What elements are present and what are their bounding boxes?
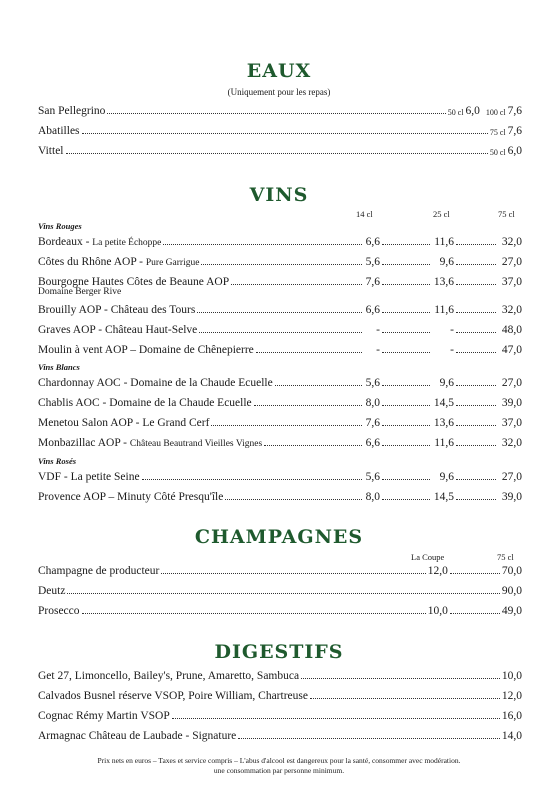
- digestif-row: [38, 727, 522, 742]
- price-75cl: 47,0: [501, 344, 522, 356]
- wine-name-main: Graves AOP - Château Haut-Selve: [38, 324, 198, 336]
- leader-dots: [67, 593, 499, 594]
- champagne-row: [38, 602, 522, 617]
- leader-dots: [382, 244, 430, 245]
- leader-dots: [211, 425, 362, 426]
- item-name: Abatilles: [38, 125, 80, 137]
- price-14cl: 6,6: [365, 437, 380, 449]
- leader-dots: [172, 718, 500, 719]
- wine-name: [38, 236, 161, 248]
- column-header: 75 cl: [497, 552, 514, 562]
- price-25cl: 14,5: [433, 491, 454, 503]
- wine-name-main: Brouilly AOP - Château des Tours: [38, 304, 196, 316]
- price-14cl: 5,6: [365, 256, 380, 268]
- leader-dots: [310, 698, 500, 699]
- wine-row: [38, 394, 522, 409]
- wine-name-main: Chardonnay AOC - Domaine de la Chaude Ecuelle: [38, 377, 273, 389]
- price-75cl: 49,0: [501, 605, 522, 617]
- unit-label: 50 cl: [489, 148, 506, 157]
- category-label-roses: Vins Rosés: [38, 456, 77, 466]
- price-75cl: 32,0: [501, 304, 522, 316]
- price-25cl: 9,6: [439, 471, 454, 483]
- price-14cl: -: [376, 344, 380, 356]
- price-75cl: 32,0: [501, 437, 522, 449]
- leader-dots: [238, 738, 500, 739]
- item-name: Prosecco: [38, 605, 80, 617]
- price-75cl: 27,0: [501, 256, 522, 268]
- wine-name-main: Provence AOP – Minuty Côté Presqu'île: [38, 491, 224, 503]
- eaux-row: [38, 142, 522, 157]
- price-25cl: 11,6: [434, 437, 454, 449]
- price-75cl: 70,0: [501, 565, 522, 577]
- wine-name: [38, 417, 209, 429]
- price-25cl: 13,6: [433, 417, 454, 429]
- wine-name-main: Côtes du Rhône AOP -: [38, 256, 146, 268]
- wine-name: [38, 491, 223, 503]
- price-75cl: 39,0: [501, 397, 522, 409]
- price: 7,6: [507, 105, 522, 117]
- wine-name: [38, 437, 262, 449]
- price-14cl: 7,6: [365, 417, 380, 429]
- leader-dots: [382, 499, 430, 500]
- wine-name-main: Moulin à vent AOP – Domaine de Chênepierre: [38, 344, 254, 356]
- category-label-rouges: Vins Rouges: [38, 221, 82, 231]
- digestif-row: [38, 687, 522, 702]
- price-25cl: -: [450, 344, 454, 356]
- column-header: 25 cl: [433, 209, 450, 219]
- price-coupe: 10,0: [427, 605, 448, 617]
- wine-name-detail: Pure Garrigue: [145, 258, 200, 268]
- column-header: La Coupe: [411, 552, 445, 562]
- leader-dots: [301, 678, 500, 679]
- wine-name-main: Monbazillac AOP -: [38, 437, 130, 449]
- leader-dots: [275, 385, 362, 386]
- item-name: Champagne de producteur: [38, 565, 160, 577]
- price-14cl: 6,6: [365, 304, 380, 316]
- wine-row: [38, 253, 522, 268]
- price-14cl: 5,6: [365, 471, 380, 483]
- leader-dots: [456, 445, 496, 446]
- column-header: 14 cl: [356, 209, 373, 219]
- price: 14,0: [501, 730, 522, 742]
- leader-dots: [382, 264, 430, 265]
- leader-dots: [456, 332, 496, 333]
- item-name: San Pellegrino: [38, 105, 106, 117]
- wine-name: [38, 397, 252, 409]
- leader-dots: [107, 113, 445, 114]
- wine-name-main: Bordeaux -: [38, 236, 93, 248]
- leader-dots: [382, 479, 430, 480]
- price-14cl: 6,6: [365, 236, 380, 248]
- price-75cl: 32,0: [501, 236, 522, 248]
- wine-name-detail: La petite Échoppe: [92, 238, 162, 248]
- leader-dots: [456, 385, 496, 386]
- section-title-digestifs: DIGESTIFS: [214, 641, 344, 663]
- leader-dots: [382, 445, 430, 446]
- unit-label: 100 cl: [485, 108, 506, 117]
- leader-dots: [382, 284, 430, 285]
- leader-dots: [456, 264, 496, 265]
- leader-dots: [382, 425, 430, 426]
- wine-name-main: VDF - La petite Seine: [38, 471, 140, 483]
- price-14cl: 8,0: [365, 491, 380, 503]
- wine-row: [38, 468, 522, 483]
- price-14cl: -: [376, 324, 380, 336]
- champagne-row: [38, 582, 522, 597]
- section-title-eaux: EAUX: [246, 60, 312, 82]
- item-name: Cognac Rémy Martin VSOP: [38, 710, 170, 722]
- footer-line-2: une consommation par personne minimum.: [213, 766, 345, 775]
- price-25cl: 13,6: [433, 276, 454, 288]
- leader-dots: [382, 352, 430, 353]
- column-header: 75 cl: [498, 209, 515, 219]
- leader-dots: [82, 133, 488, 134]
- leader-dots: [256, 352, 362, 353]
- leader-dots: [231, 284, 362, 285]
- wine-row: [38, 233, 522, 248]
- price-14cl: 8,0: [365, 397, 380, 409]
- leader-dots: [382, 312, 430, 313]
- item-name: Vittel: [38, 145, 64, 157]
- leader-dots: [254, 405, 362, 406]
- leader-dots: [450, 573, 500, 574]
- price: 6,0: [507, 145, 522, 157]
- price-coupe: 12,0: [427, 565, 448, 577]
- unit-label: 50 cl: [447, 108, 464, 117]
- leader-dots: [456, 499, 496, 500]
- price-14cl: 5,6: [365, 377, 380, 389]
- digestif-row: [38, 707, 522, 722]
- eaux-row: [38, 102, 522, 117]
- wine-row: [38, 301, 522, 316]
- item-name: Get 27, Limoncello, Bailey's, Prune, Amaretto, Sambuca: [38, 670, 300, 682]
- price-25cl: 14,5: [433, 397, 454, 409]
- wine-name-line2: Domaine Berger Rive: [38, 287, 122, 297]
- leader-dots: [456, 352, 496, 353]
- leader-dots: [201, 264, 362, 265]
- leader-dots: [382, 405, 430, 406]
- leader-dots: [225, 499, 362, 500]
- wine-row: [38, 488, 522, 503]
- leader-dots: [456, 425, 496, 426]
- price: 7,6: [507, 125, 522, 137]
- section-title-vins: VINS: [249, 184, 309, 206]
- price-25cl: 11,6: [434, 304, 454, 316]
- price-25cl: 9,6: [439, 256, 454, 268]
- wine-row: [38, 374, 522, 389]
- wine-row: [38, 273, 522, 288]
- price-75cl: 27,0: [501, 377, 522, 389]
- price-25cl: 11,6: [434, 236, 454, 248]
- leader-dots: [382, 385, 430, 386]
- leader-dots: [456, 312, 496, 313]
- section-title-champagnes: CHAMPAGNES: [194, 526, 364, 548]
- price-75cl: 48,0: [501, 324, 522, 336]
- price-75cl: 37,0: [501, 276, 522, 288]
- price: 6,0: [465, 105, 480, 117]
- price-25cl: -: [450, 324, 454, 336]
- wine-name-main: Menetou Salon AOP - Le Grand Cerf: [38, 417, 210, 429]
- price-75cl: 39,0: [501, 491, 522, 503]
- item-name: Calvados Busnel réserve VSOP, Poire William, Chartreuse: [38, 690, 308, 702]
- wine-row: [38, 414, 522, 429]
- wine-name-main: Bourgogne Hautes Côtes de Beaune AOP: [38, 276, 230, 288]
- leader-dots: [197, 312, 362, 313]
- price: 12,0: [501, 690, 522, 702]
- wine-name: [38, 256, 199, 268]
- item-name: Armagnac Château de Laubade - Signature: [38, 730, 237, 742]
- footer-line-1: Prix nets en euros – Taxes et service compris – L'abus d'alcool est dangereux pour la santé, consommer avec modération.: [97, 756, 461, 765]
- wine-name: [38, 324, 197, 336]
- price: 16,0: [501, 710, 522, 722]
- price-75cl: 90,0: [501, 585, 522, 597]
- leader-dots: [450, 613, 500, 614]
- wine-name: [38, 471, 140, 483]
- digestif-row: [38, 667, 522, 682]
- wine-row: [38, 321, 522, 336]
- category-label-blancs: Vins Blancs: [38, 362, 80, 372]
- leader-dots: [66, 153, 488, 154]
- leader-dots: [82, 613, 426, 614]
- wine-name-main: Chablis AOC - Domaine de la Chaude Ecuelle: [38, 397, 252, 409]
- price-75cl: 37,0: [501, 417, 522, 429]
- wine-row: [38, 341, 522, 356]
- price: 10,0: [501, 670, 522, 682]
- leader-dots: [456, 479, 496, 480]
- price-14cl: 7,6: [365, 276, 380, 288]
- leader-dots: [142, 479, 362, 480]
- wine-row: [38, 434, 522, 449]
- price-75cl: 27,0: [501, 471, 522, 483]
- wine-name: [38, 377, 273, 389]
- item-name: Deutz: [38, 585, 66, 597]
- leader-dots: [456, 284, 496, 285]
- leader-dots: [456, 244, 496, 245]
- eaux-subtitle: (Uniquement pour les repas): [227, 87, 331, 97]
- leader-dots: [382, 332, 430, 333]
- price-25cl: 9,6: [439, 377, 454, 389]
- eaux-row: [38, 122, 522, 137]
- wine-name: [38, 304, 195, 316]
- wine-name: [38, 344, 254, 356]
- leader-dots: [163, 244, 362, 245]
- leader-dots: [264, 445, 362, 446]
- champagne-row: [38, 562, 522, 577]
- wine-name-detail: Château Beautrand Vieilles Vignes: [129, 439, 263, 449]
- leader-dots: [161, 573, 425, 574]
- unit-label: 75 cl: [489, 128, 506, 137]
- leader-dots: [456, 405, 496, 406]
- leader-dots: [199, 332, 362, 333]
